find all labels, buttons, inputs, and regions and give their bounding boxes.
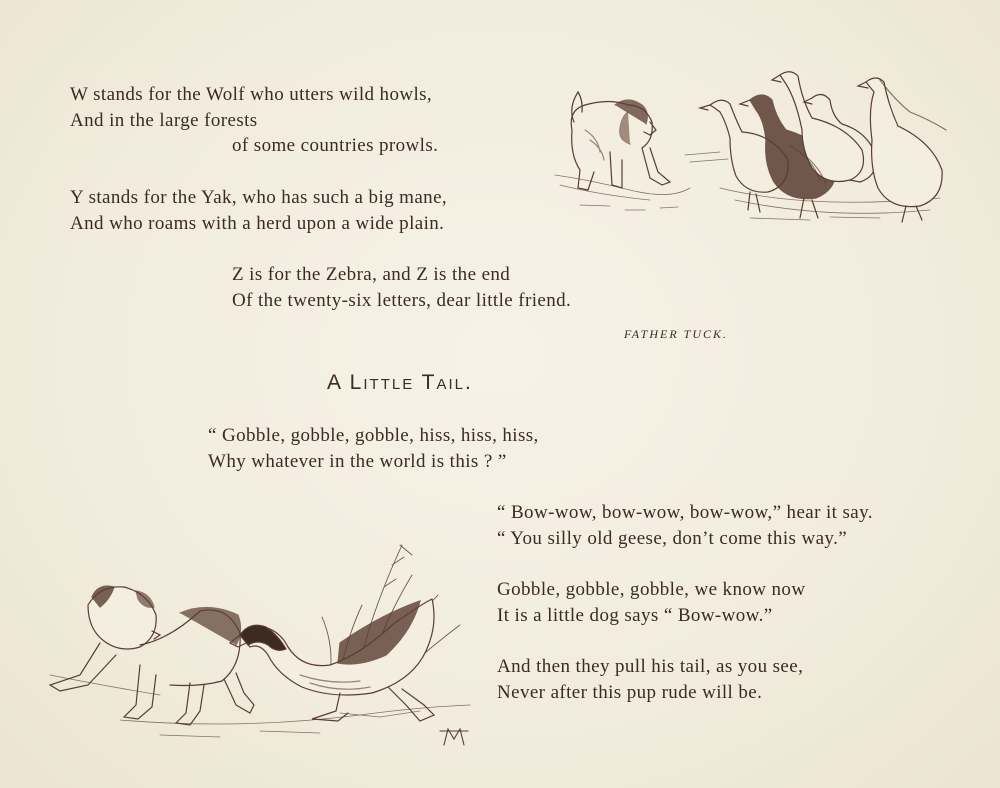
poem-two-line: Why whatever in the world is this ? ”	[208, 451, 507, 472]
top-illustration	[550, 60, 950, 225]
poem-one-line: And in the large forests	[70, 110, 258, 131]
poem-two-line: “ You silly old geese, don’t come this way.”	[497, 528, 848, 549]
puppy-icon	[571, 92, 670, 190]
poem-signature: FATHER TUCK.	[624, 327, 729, 341]
poem-two-line: “ Gobble, gobble, gobble, hiss, hiss, hiss,	[208, 425, 539, 446]
poem-two-line: Never after this pup rude will be.	[497, 682, 763, 703]
poem-two-line: And then they pull his tail, as you see,	[497, 656, 804, 677]
poem-one-line: Y stands for the Yak, who has such a big mane,	[70, 187, 448, 208]
bottom-illustration	[40, 535, 490, 750]
poem-title: A Little Tail.	[327, 371, 473, 394]
poem-two-line: “ Bow-wow, bow-wow, bow-wow,” hear it say.	[497, 502, 873, 523]
goose-icon	[230, 599, 434, 721]
poem-two-line: Gobble, gobble, gobble, we know now	[497, 579, 806, 600]
poem-one-line: Z is for the Zebra, and Z is the end	[232, 264, 511, 285]
poem-two-line: It is a little dog says “ Bow-wow.”	[497, 605, 773, 626]
poem-one-line: Of the twenty-six letters, dear little friend.	[232, 290, 572, 311]
poem-one-line: And who roams with a herd upon a wide plain.	[70, 213, 445, 234]
poem-one-line: W stands for the Wolf who utters wild howls,	[70, 84, 433, 105]
poem-one-line: of some countries prowls.	[232, 135, 439, 156]
puppy-icon	[50, 586, 254, 725]
geese-flock-icon	[700, 72, 946, 222]
monogram	[440, 729, 468, 745]
